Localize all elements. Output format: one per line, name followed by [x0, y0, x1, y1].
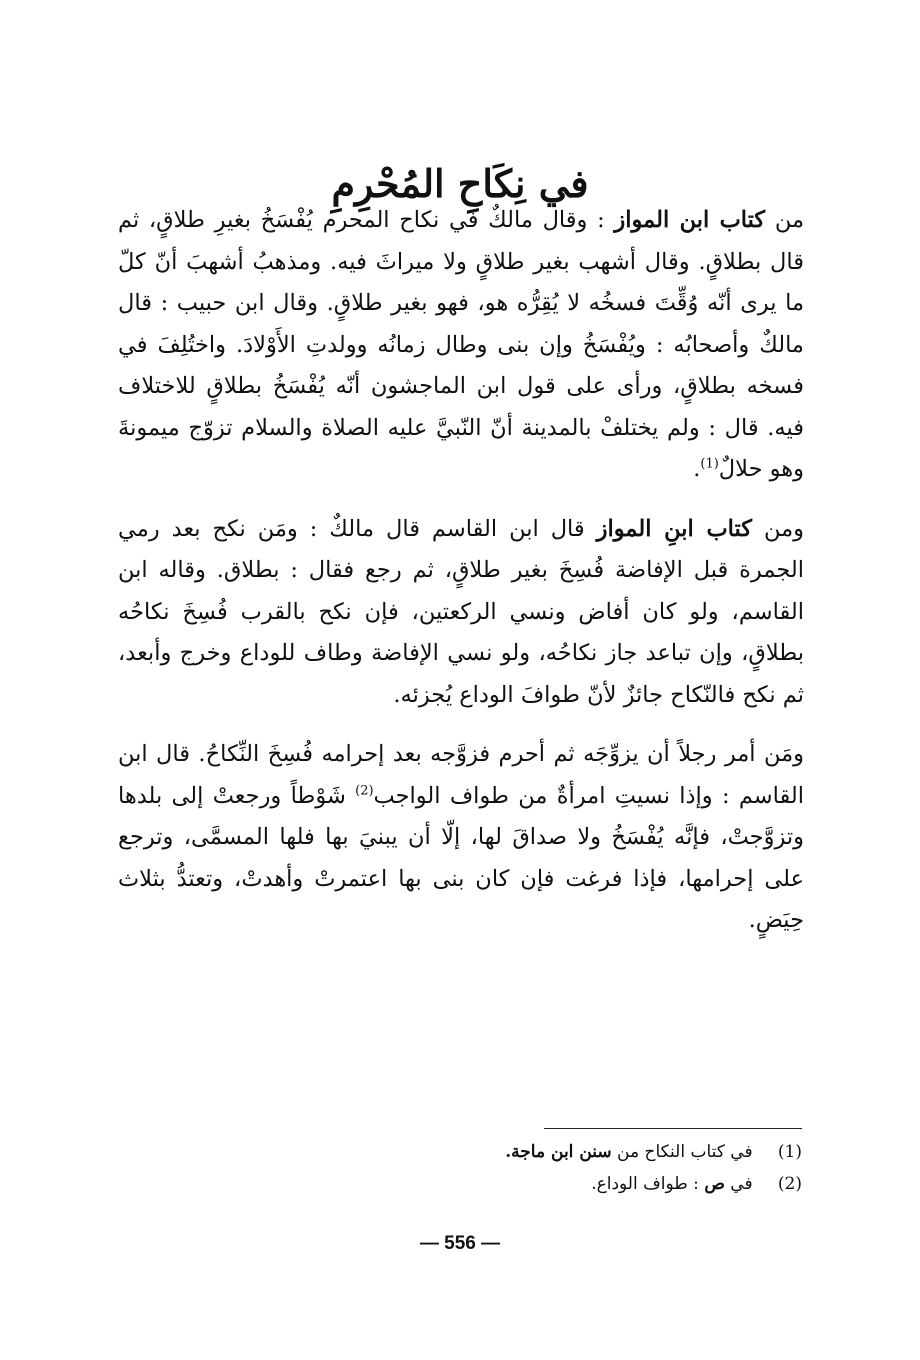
footnote-2-text-end: : طواف الوداع.	[591, 1174, 699, 1194]
footnote-2-source: ص	[704, 1174, 725, 1194]
paragraph-3-text-end: شَوْطاً ورجعتْ إلى بلدها وتزوَّجتْ، فإنَّه يُفْسَخُ ولا صداقَ لها، إلّا أن يبنيَ بها فلها المسمَّى، وترجع على إحرامها، فإذا فرغت فإن كان بنى بها اعتمرتْ وأهدتْ، وتعتدُّ بثلاث حِيَضٍ.	[118, 782, 804, 933]
main-text	[118, 200, 804, 960]
footnote-1	[302, 1136, 802, 1168]
footnote-divider	[544, 1128, 802, 1129]
paragraph-2	[118, 509, 804, 717]
paragraph-1-text-end: .	[693, 456, 701, 482]
page-number: — 556 —	[419, 1233, 501, 1254]
paragraph-1	[118, 200, 804, 491]
footnote-2	[302, 1168, 802, 1200]
paragraph-2-source: كتاب ابنِ المواز	[596, 515, 752, 542]
paragraph-1-lead: من	[774, 207, 804, 233]
footnote-2-text: في	[730, 1174, 753, 1194]
paragraph-1-source: كتاب ابن المواز	[614, 207, 766, 233]
paragraph-1-text: : وقال مالكٌ في نكاح المحرم يُفْسَخُ بغيرِ طلاقٍ، ثم قال بطلاقٍ. وقال أشهب بغير طلاقٍ ولا ميراثَ فيه. ومذهبُ أشهبَ أنّ كلّ ما يرى أنّه وُقِّتَ فسخُه لا يُقِرُّه هو، فهو بغير طلاقٍ. وقال ابن حبيب : قال مالكٌ وأصحابُه : ويُفْسَخُ وإن بنى وطال زمانُه وولدتِ الأَوْلادَ. واختُلِفَ في فسخه بطلاقٍ، ورأى على قول ابن الماجشون أنّه يُفْسَخُ بطلاقٍ للاختلاف فيه. قال : ولم يختلفْ بالمدينة أنّ النّبيَّ عليه الصلاة والسلام تزوّج ميمونةَ وهو حلالٌ	[118, 207, 804, 482]
footnote-1-number: (1)	[777, 1142, 802, 1162]
paragraph-3-text: ومَن أمر رجلاً أن يزوِّجَه ثم أحرم فزوَّجه بعد إحرامه فُسِخَ النِّكاحُ. قال ابن القاسم : وإذا نسيتِ امرأةٌ من طواف الواجب	[118, 741, 804, 809]
paragraph-2-lead: ومن	[763, 515, 805, 542]
paragraph-3	[118, 734, 804, 942]
paragraph-2-text: قال ابن القاسم قال مالكٌ : ومَن نكح بعد رمي الجمرة قبل الإفاضة فُسِخَ بغير طلاقٍ، ثم رجع فقال : بطلاق. وقاله ابن القاسم، ولو كان أفاض ونسي الركعتين، فإن نكح بالقرب فُسِخَ نكاحُه بطلاقٍ، وإن تباعد جاز نكاحُه، ولو نسي الإفاضة وطاف للوداع وخرج وأبعد، ثم نكح فالنّكاح جائزٌ لأنّ طوافَ الوداع يُجزئه.	[118, 515, 804, 708]
footnote-marker-2[interactable]: (2)	[355, 783, 374, 798]
footnotes	[302, 1136, 802, 1200]
footnote-marker-1[interactable]: (1)	[700, 456, 719, 472]
footnote-2-number: (2)	[777, 1174, 802, 1194]
footnote-1-source: سنن ابن ماجة.	[505, 1142, 612, 1162]
chapter-title: في نِكَاحِ المُحْرِمِ	[331, 161, 589, 207]
footnote-1-text: في كتاب النكاح من	[617, 1142, 753, 1162]
